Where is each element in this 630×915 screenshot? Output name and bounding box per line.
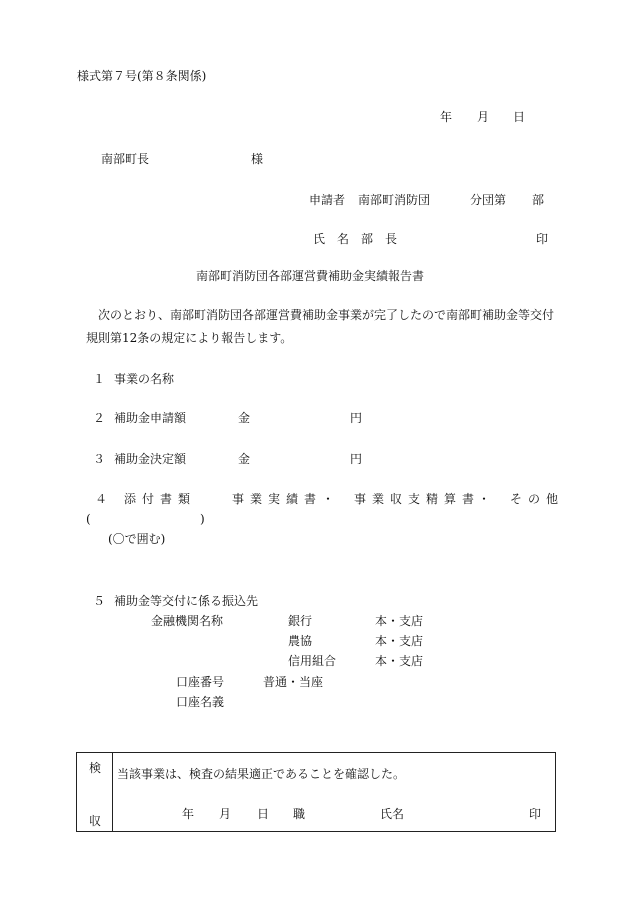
item2-yen: 円	[350, 411, 363, 425]
account-type: 普通・当座	[263, 675, 324, 689]
item4-dot2: ・	[478, 492, 491, 506]
item4-paren-close: )	[200, 512, 205, 526]
item1-number: １	[93, 372, 106, 386]
inspection-name: 氏名	[380, 807, 405, 821]
addressee-title: 南部町長	[101, 152, 150, 166]
institution-bank: 銀行	[288, 614, 313, 628]
applicant-org: 南部町消防団	[358, 193, 431, 207]
applicant-label: 申請者	[309, 193, 346, 207]
item2-kin: 金	[238, 411, 251, 425]
date-year: 年	[440, 110, 453, 124]
inspection-month: 月	[219, 807, 232, 821]
item4-number: ４	[95, 492, 108, 506]
applicant-branch-prefix: 分団第	[470, 193, 507, 207]
body-text: 次のとおり、南部町消防団各部運営費補助金事業が完了したので南部町補助金等交付規則第12条の規定により報告します。	[86, 308, 555, 345]
account-name-label: 口座名義	[176, 695, 225, 709]
item1-label: 事業の名称	[114, 372, 175, 386]
inspection-position: 職	[293, 807, 306, 821]
institution-shinkumi: 信用組合	[288, 654, 337, 668]
item2-label: 補助金申請額	[114, 411, 187, 425]
form-number: 様式第７号(第８条関係)	[77, 69, 207, 83]
applicant-branch-suffix: 部	[532, 193, 545, 207]
date-day: 日	[513, 110, 526, 124]
item5-number: ５	[93, 594, 106, 608]
document-title: 南部町消防団各部運営費補助金実績報告書	[196, 269, 425, 283]
applicant-name-label: 氏 名 部 長	[313, 232, 398, 246]
item4-note: (〇で囲む)	[108, 532, 166, 546]
inspection-day: 日	[257, 807, 270, 821]
item3-label: 補助金決定額	[114, 452, 187, 466]
account-number-label: 口座番号	[176, 675, 225, 689]
item3-number: ３	[93, 452, 106, 466]
applicant-seal: 印	[536, 232, 549, 246]
item4-option-jisseki: 事業実績書	[232, 492, 323, 506]
item4-paren-open: (	[86, 512, 91, 526]
inspection-label-top: 検	[89, 761, 102, 775]
body-paragraph	[86, 304, 560, 350]
inspection-year: 年	[182, 807, 195, 821]
item3-yen: 円	[350, 452, 363, 466]
inspection-box	[76, 752, 556, 832]
item3-kin: 金	[238, 452, 251, 466]
item4-label: 添付書類	[124, 492, 197, 506]
inspection-divider	[112, 753, 113, 831]
inspection-statement: 当該事業は、検査の結果適正であることを確認した。	[117, 767, 406, 781]
item4-dot1: ・	[322, 492, 335, 506]
institution-shinkumi-branch: 本・支店	[375, 654, 424, 668]
inspection-label-bottom: 収	[89, 814, 102, 828]
inspection-seal: 印	[529, 807, 542, 821]
item5-label: 補助金等交付に係る振込先	[114, 594, 259, 608]
item4-option-other: その他	[510, 492, 565, 506]
date-month: 月	[477, 110, 490, 124]
item4-option-shushi: 事業収支精算書	[354, 492, 481, 506]
institution-bank-branch: 本・支店	[375, 614, 424, 628]
institution-nokyo-branch: 本・支店	[375, 634, 424, 648]
institution-label: 金融機関名称	[151, 614, 224, 628]
item2-number: ２	[93, 411, 106, 425]
institution-nokyo: 農協	[288, 634, 313, 648]
addressee-honorific: 様	[251, 152, 264, 166]
